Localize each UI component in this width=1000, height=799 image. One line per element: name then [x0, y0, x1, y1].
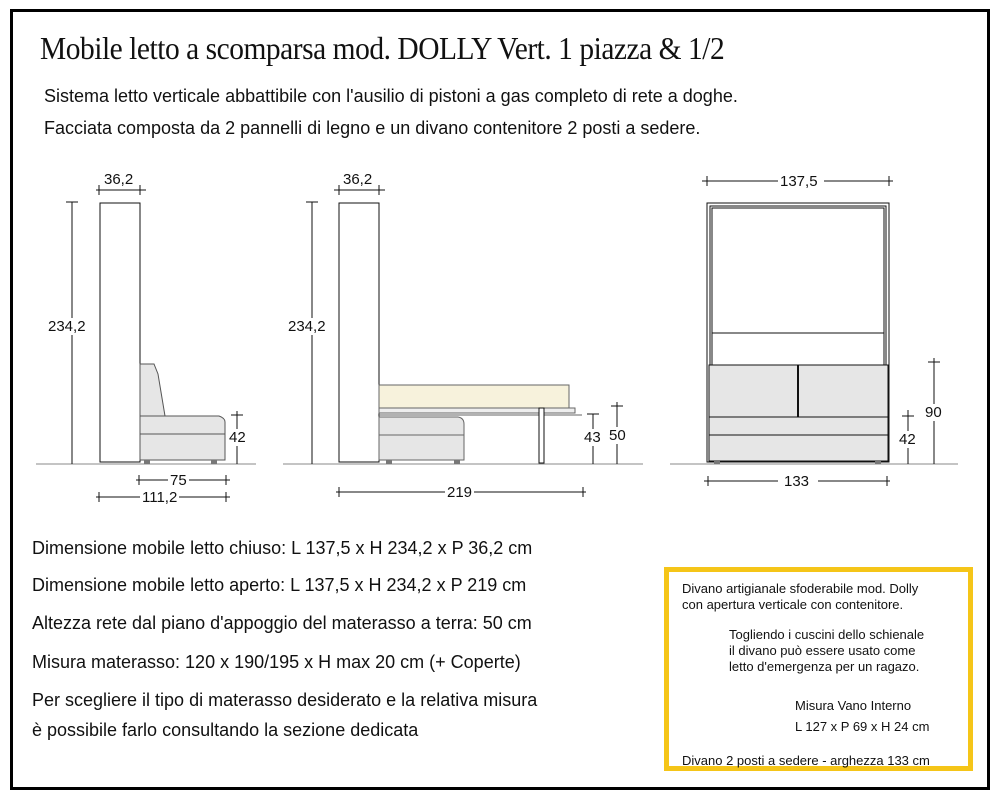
- subtitle-line-1: Sistema letto verticale abbattibile con l'ausilio di pistoni a gas completo di rete a doghe.: [44, 86, 738, 106]
- dim-back-height: 90: [925, 404, 942, 421]
- sofa-desc-line1: Divano artigianale sfoderabile mod. Dolly: [682, 581, 919, 596]
- side-open-drawing: [283, 185, 643, 497]
- inner-storage-label: Misura Vano Interno: [795, 698, 912, 713]
- spec-choose-line2: è possibile farlo consultando la sezione dedicata: [32, 720, 419, 740]
- dim-sofa-width: 133: [784, 473, 810, 490]
- dim-closed-depth: 36,2: [104, 171, 134, 188]
- side-closed-drawing: [36, 185, 256, 502]
- dim-closed-height: 234,2: [48, 318, 86, 335]
- sofa-desc-line2: con apertura verticale con contenitore.: [682, 597, 904, 612]
- dim-frame-height: 43: [584, 429, 601, 446]
- page-title: Mobile letto a scomparsa mod. DOLLY Vert. 1 piazza & 1/2: [40, 30, 725, 66]
- sofa-note-line1: Togliendo i cuscini dello schienale: [729, 627, 925, 642]
- dim-net-height: 50: [609, 427, 626, 444]
- spec-open: Dimensione mobile letto aperto: L 137,5 x H 234,2 x P 219 cm: [32, 575, 527, 595]
- sofa-note-line2: il divano può essere usato come: [729, 643, 916, 658]
- dim-open-height: 234,2: [288, 318, 326, 335]
- dim-closed-total-depth: 111,2: [142, 489, 178, 506]
- spec-choose-line1: Per scegliere il tipo di materasso desiderato e la relativa misura: [32, 690, 538, 710]
- sofa-note-line3: letto d'emergenza per un ragazo.: [729, 659, 920, 674]
- dim-open-total-depth: 219: [447, 484, 473, 501]
- subtitle-line-2: Facciata composta da 2 pannelli di legno e un divano contenitore 2 posti a sedere.: [44, 118, 701, 138]
- dim-front-width: 137,5: [780, 173, 818, 190]
- dim-sofa-depth: 75: [170, 472, 187, 489]
- dim-open-depth: 36,2: [343, 171, 373, 188]
- inner-storage-dims: L 127 x P 69 x H 24 cm: [795, 719, 930, 734]
- dim-front-seat-height: 42: [899, 431, 916, 448]
- spec-closed: Dimensione mobile letto chiuso: L 137,5 x H 234,2 x P 36,2 cm: [32, 538, 533, 558]
- dim-closed-seat-height: 42: [229, 429, 246, 446]
- spec-mattress: Misura materasso: 120 x 190/195 x H max 20 cm (+ Coperte): [32, 652, 521, 672]
- spec-net-height: Altezza rete dal piano d'appoggio del materasso a terra: 50 cm: [32, 613, 532, 633]
- sofa-footer: Divano 2 posti a sedere - arghezza 133 cm: [682, 753, 930, 768]
